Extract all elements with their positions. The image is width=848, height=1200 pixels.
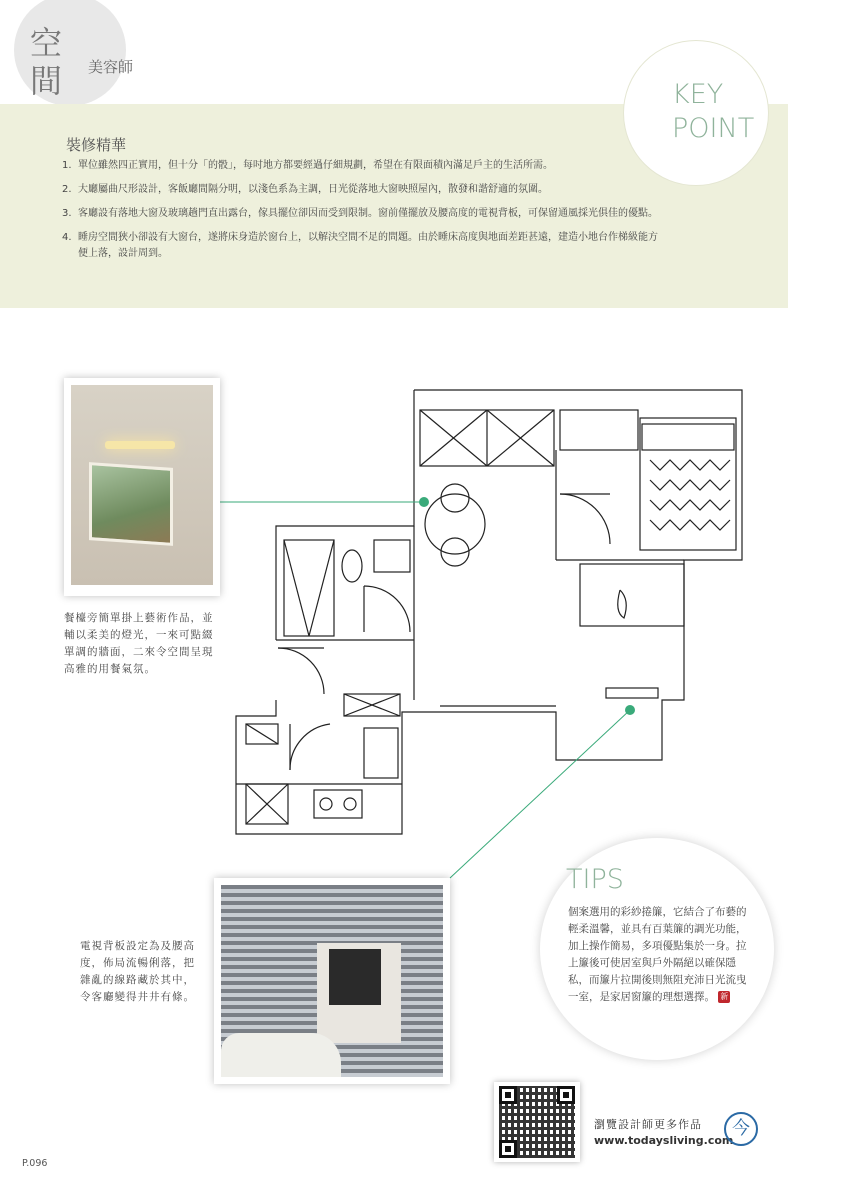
page-number: P.096 xyxy=(22,1158,48,1169)
television xyxy=(329,949,381,1005)
dining-caption: 餐檯旁簡單掛上藝術作品，並輔以柔美的燈光，一來可點綴單調的牆面，二來令空間呈現高雅的用餐氣氛。 xyxy=(64,612,214,675)
tv-photo xyxy=(214,878,450,1084)
wall-lamp xyxy=(105,441,175,449)
qr-code[interactable] xyxy=(494,1082,580,1162)
qr-finder xyxy=(499,1140,517,1158)
sofa xyxy=(221,1033,341,1077)
browse-more-text: 瀏覽設計師更多作品 xyxy=(594,1118,702,1131)
brand-logo-icon: 今 xyxy=(724,1112,758,1146)
dining-photo xyxy=(64,378,220,596)
leader-dot-dining xyxy=(419,497,429,507)
logo-subtitle: 美容師 xyxy=(88,58,134,76)
tv-caption: 電視背板設定為及腰高度，佈局流暢俐落，把雜亂的線路藏於其中，令客廳變得井井有條。 xyxy=(80,940,195,1003)
list-item: 1. 單位雖然四正實用，但十分「的骰」，每吋地方都要經過仔細規劃，希望在有限面積內滿足戶主的生活所需。 xyxy=(62,160,553,171)
logo-title: 空間 xyxy=(30,24,65,100)
tips-title: TIPS xyxy=(566,864,624,895)
key-point-label: KEY POINT xyxy=(672,79,755,144)
qr-finder xyxy=(499,1086,517,1104)
list-item: 2. 大廳屬曲尺形設計，客飯廳間隔分明，以淺色系為主調，日光從落地大窗映照屋內，散發和諧舒適的氛圍。 xyxy=(62,184,548,195)
list-item: 4. 睡房空間狹小卻設有大窗台，遂將床身造於窗台上，以解決空間不足的問題。由於睡床高度與地面差距甚遠，建造小地台作梯級能方便上落，設計周到。 xyxy=(62,232,658,259)
section-title: 裝修精華 xyxy=(66,136,127,154)
leader-dot-tv xyxy=(625,705,635,715)
dining-photo-image xyxy=(71,385,213,585)
floor-plan-walls xyxy=(236,390,742,834)
wall-painting xyxy=(89,462,173,546)
list-item: 3. 客廳設有落地大窗及玻璃趟門直出露台，傢具擺位卻因而受到限制。窗前僅擺放及腰高度的電視背板，可保留通風採光俱佳的優點。 xyxy=(62,208,658,219)
new-mark-icon: 新 xyxy=(720,992,729,1001)
tips-body: 個案選用的彩紗捲簾，它結合了布藝的輕柔溫馨，並具有百葉簾的調光功能，加上操作簡易，多項優點集於一身。拉上簾後可使居室與戶外隔絕以確保隱私，而簾片拉開後則無阻充沛日光流曳一室，是家居窗簾的理想選擇。 新 xyxy=(568,906,747,1003)
qr-finder xyxy=(557,1086,575,1104)
website-link[interactable]: www.todaysliving.com xyxy=(594,1134,734,1147)
tv-photo-image xyxy=(221,885,443,1077)
